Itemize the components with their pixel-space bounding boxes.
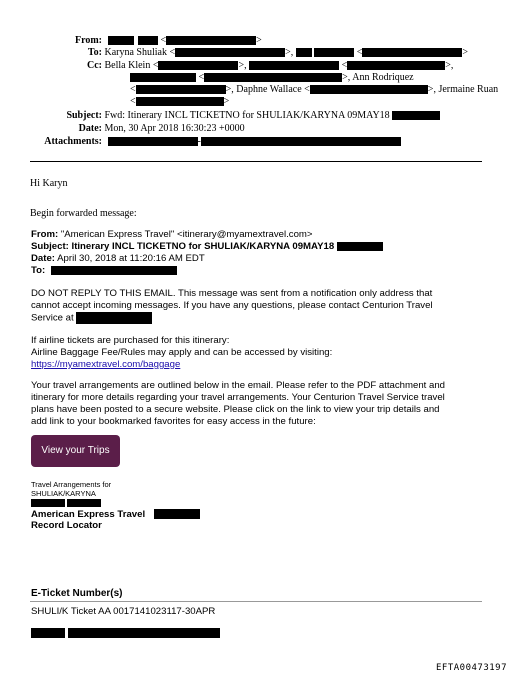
notice-line: DO NOT REPLY TO THIS EMAIL. This message was sent from a notification only address that: [31, 288, 433, 299]
redaction: [76, 312, 152, 324]
notice-line: Service at: [31, 312, 74, 324]
redaction: [204, 73, 342, 82]
cc-row-continued: < >, Daphne Wallace < >, Jermaine Ruan: [130, 84, 499, 95]
redaction: [154, 509, 200, 519]
cc-row: Cc: Bella Klein < >, < >,: [87, 60, 454, 71]
forwarded-from-label: From:: [31, 229, 59, 240]
subject-value: Fwd: Itinerary INCL TICKETNO for SHULIAK/KARYNA 09MAY18: [104, 110, 390, 121]
record-locator-line: [31, 509, 200, 520]
baggage-line: If airline tickets are purchased for this itinerary:: [31, 335, 230, 346]
forwarded-to-label: To:: [31, 265, 46, 276]
subject-label: Subject:: [66, 110, 102, 121]
redaction: [136, 97, 224, 106]
cc-recipient: Bella Klein <: [104, 60, 159, 71]
arrangements-line: itinerary for more details regarding your travel arrangements. Your Centurion Travel Service travel: [31, 392, 445, 403]
travel-for-name: SHULIAK/KARYNA: [31, 489, 96, 498]
redaction: [158, 61, 238, 70]
arrangements-line: Your travel arrangements are outlined below in the email. Please refer to the PDF attachment and: [31, 380, 446, 391]
forwarded-from-value: "American Express Travel" <itinerary@myamextravel.com>: [60, 229, 313, 240]
cc-recipient: , Ann Rodriquez: [347, 72, 414, 83]
eticket-value: SHULI/K Ticket AA 0017141023117-30APR: [31, 606, 216, 617]
forwarded-from-row: [31, 229, 313, 241]
subject-row: [64, 110, 440, 122]
document-id: EFTA00473197: [436, 663, 508, 673]
redaction: [337, 242, 383, 251]
forwarded-date-label: Date:: [31, 253, 55, 264]
redaction: [175, 48, 285, 57]
forwarded-subject-row: [31, 241, 383, 253]
cc-recipient: , Jermaine Ruan: [433, 84, 499, 95]
cc-row-continued: < >, Ann Rodriquez: [130, 72, 414, 84]
redaction: [31, 628, 65, 638]
forwarded-subject-label: Subject:: [31, 241, 69, 252]
redaction: [130, 73, 196, 82]
redaction: [138, 36, 158, 45]
redaction: [108, 36, 134, 45]
redaction: [31, 499, 65, 507]
cc-recipient: , Daphne Wallace <: [231, 84, 310, 95]
redaction: [68, 628, 220, 638]
date-label: Date:: [78, 123, 102, 134]
redaction: [67, 499, 101, 507]
from-row: From: < >: [74, 35, 262, 46]
redaction: [296, 48, 312, 57]
redaction: [362, 48, 462, 57]
redaction: [392, 111, 440, 120]
to-row: To: Karyna Shuliak < >, < >: [87, 47, 469, 58]
record-locator-label-2: Record Locator: [31, 520, 102, 531]
to-recipient: Karyna Shuliak <: [104, 47, 176, 58]
forwarded-intro: Begin forwarded message:: [30, 208, 137, 219]
forwarded-date-value: April 30, 2018 at 11:20:16 AM EDT: [57, 253, 205, 264]
redaction: [249, 61, 339, 70]
notice-line: cannot accept incoming messages. If you have any questions, please contact Centurion Travel: [31, 300, 433, 311]
redaction: [310, 85, 428, 94]
travel-for-label: Travel Arrangements for: [31, 480, 112, 489]
view-trips-button[interactable]: View your Trips: [31, 435, 120, 467]
forwarded-to-row: [31, 265, 177, 277]
redaction: [136, 85, 226, 94]
greeting: Hi Karyn: [30, 178, 68, 189]
forwarded-date-row: [31, 253, 205, 265]
redaction: [201, 137, 401, 146]
attachments-label: Attachments:: [44, 136, 102, 147]
redaction: [347, 61, 445, 70]
baggage-link[interactable]: https://myamextravel.com/baggage: [31, 359, 181, 370]
redaction: [51, 266, 177, 275]
eticket-heading: E-Ticket Number(s): [31, 588, 123, 599]
date-value: Mon, 30 Apr 2018 16:30:23 +0000: [104, 123, 245, 134]
forwarded-subject-value: Itinerary INCL TICKETNO for SHULIAK/KARYNA 09MAY18: [71, 241, 335, 252]
eticket-divider: [30, 601, 482, 602]
redaction: [314, 48, 354, 57]
cc-label: Cc:: [87, 60, 102, 71]
notice-line-last: [31, 312, 152, 324]
attachments-row: Attachments: -: [40, 136, 401, 148]
baggage-line: Airline Baggage Fee/Rules may apply and can be accessed by visiting:: [31, 347, 333, 358]
redaction: [166, 36, 256, 45]
to-label: To:: [87, 47, 102, 58]
redaction: [108, 137, 198, 146]
cc-row-continued: < >: [130, 96, 230, 107]
header-divider: [30, 161, 482, 162]
from-label: From:: [74, 35, 102, 46]
arrangements-line: add link to your bookmarked favorites for easy access in the future:: [31, 416, 316, 427]
arrangements-line: plans have been posted to a secure website. Please click on the link to view your trip details and: [31, 404, 440, 415]
date-row: [64, 123, 245, 135]
record-locator-label: American Express Travel: [31, 509, 146, 520]
